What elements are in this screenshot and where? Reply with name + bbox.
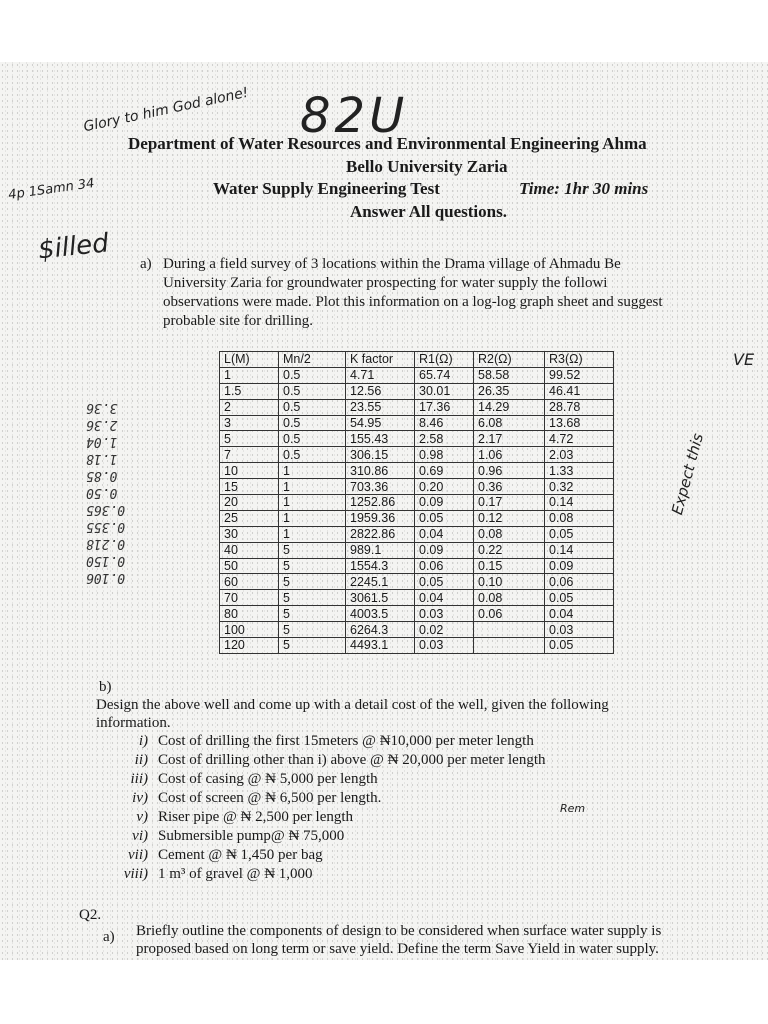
department-line: Department of Water Resources and Environmental Engineering Ahma (128, 134, 647, 153)
cost-item (100, 790, 381, 807)
cost-item-text: Submersible pump@ ₦ 75,000 (158, 828, 345, 844)
cost-item (100, 733, 534, 750)
table-cell: 0.03 (545, 622, 614, 638)
col-header: R3(Ω) (545, 352, 614, 368)
table-cell: 0.08 (474, 526, 545, 542)
table-cell: 65.74 (415, 367, 474, 383)
table-cell: 1 (279, 479, 346, 495)
table-cell: 120 (220, 638, 279, 654)
table-cell: 40 (220, 542, 279, 558)
handwritten-side-note: 4p 1Samn 34 (7, 176, 96, 203)
table-row (220, 415, 614, 431)
table-cell: 1.33 (545, 463, 614, 479)
table-row (220, 383, 614, 399)
q1a-label: a) (140, 256, 152, 272)
table-cell: 0.14 (545, 495, 614, 511)
table-row (220, 367, 614, 383)
q1b-line1: Design the above well and come up with a detail cost of the well, given the following (96, 697, 609, 713)
table-cell: 4.71 (346, 367, 415, 383)
side-number: 0.150 (86, 553, 126, 568)
table-cell: 5 (279, 622, 346, 638)
test-time: Time: 1hr 30 mins (519, 179, 649, 198)
table-cell: 1 (279, 526, 346, 542)
q1b-label: b) (99, 679, 112, 695)
table-cell: 0.20 (415, 479, 474, 495)
table-cell: 0.08 (545, 510, 614, 526)
table-row (220, 399, 614, 415)
table-cell: 2.58 (415, 431, 474, 447)
table-cell: 1 (220, 367, 279, 383)
table-cell: 0.03 (415, 606, 474, 622)
table-cell: 14.29 (474, 399, 545, 415)
table-cell: 0.02 (415, 622, 474, 638)
table-cell: 0.5 (279, 399, 346, 415)
table-cell: 0.05 (415, 510, 474, 526)
table-cell: 0.05 (545, 590, 614, 606)
table-cell: 46.41 (545, 383, 614, 399)
table-cell: 0.09 (415, 542, 474, 558)
cost-item (100, 866, 313, 883)
table-cell: 0.36 (474, 479, 545, 495)
table-cell: 0.09 (545, 558, 614, 574)
table-cell: 25 (220, 510, 279, 526)
table-cell: 5 (279, 606, 346, 622)
table-cell: 5 (279, 558, 346, 574)
side-number: 0.218 (86, 536, 126, 551)
table-cell (474, 622, 545, 638)
resistivity-table (219, 351, 614, 654)
exam-paper (0, 62, 768, 960)
instruction: Answer All questions. (350, 202, 507, 221)
table-cell: 2.17 (474, 431, 545, 447)
table-cell: 0.03 (415, 638, 474, 654)
table-row (220, 431, 614, 447)
table-cell: 155.43 (346, 431, 415, 447)
table-row (220, 558, 614, 574)
side-number: 1.18 (86, 451, 118, 466)
table-cell: 0.06 (545, 574, 614, 590)
table-cell: 0.22 (474, 542, 545, 558)
table-cell: 15 (220, 479, 279, 495)
table-cell: 0.09 (415, 495, 474, 511)
test-title: Water Supply Engineering Test (213, 179, 440, 198)
cost-item (100, 752, 545, 769)
side-number: 3.36 (86, 400, 118, 415)
table-cell: 0.05 (415, 574, 474, 590)
table-cell: 0.32 (545, 479, 614, 495)
cost-item-text: Cost of screen @ ₦ 6,500 per length. (158, 790, 382, 806)
q1a-line1: During a field survey of 3 locations within the Drama village of Ahmadu Be (163, 256, 621, 272)
q1b-line2: information. (96, 715, 171, 731)
table-cell: 6.08 (474, 415, 545, 431)
col-header: L(M) (220, 352, 279, 368)
table-cell: 8.46 (415, 415, 474, 431)
table-row (220, 542, 614, 558)
q2a-label: a) (103, 929, 115, 945)
table-cell: 54.95 (346, 415, 415, 431)
cost-item-number: iii) (130, 771, 148, 787)
table-cell: 0.5 (279, 367, 346, 383)
table-cell: 2822.86 (346, 526, 415, 542)
table-cell: 0.5 (279, 431, 346, 447)
cost-item (100, 809, 353, 826)
table-cell: 5 (220, 431, 279, 447)
handwritten-note-top: Glory to him God alone! (82, 84, 250, 136)
q2-label: Q2. (79, 907, 102, 923)
q2a-line2: proposed based on long term or save yield. Define the term Save Yield in water supply. (136, 941, 659, 957)
table-cell: 0.17 (474, 495, 545, 511)
table-cell: 0.06 (474, 606, 545, 622)
table-row (220, 447, 614, 463)
table-row (220, 479, 614, 495)
table-cell: 0.04 (415, 526, 474, 542)
table-cell: 26.35 (474, 383, 545, 399)
table-cell: 1.5 (220, 383, 279, 399)
cost-item-text: 1 m³ of gravel @ ₦ 1,000 (158, 866, 313, 882)
table-cell: 306.15 (346, 447, 415, 463)
col-header: Mn/2 (279, 352, 346, 368)
table-cell: 0.5 (279, 447, 346, 463)
table-cell: 80 (220, 606, 279, 622)
table-cell: 4.72 (545, 431, 614, 447)
table-cell: 0.08 (474, 590, 545, 606)
table-cell: 5 (279, 542, 346, 558)
table-cell: 1554.3 (346, 558, 415, 574)
table-cell: 0.98 (415, 447, 474, 463)
side-number: 0.355 (86, 519, 126, 534)
table-cell: 3 (220, 415, 279, 431)
cost-item-number: iv) (132, 790, 148, 806)
table-cell: 0.69 (415, 463, 474, 479)
table-cell: 1 (279, 510, 346, 526)
table-cell: 2 (220, 399, 279, 415)
table-cell: 0.04 (415, 590, 474, 606)
table-row (220, 622, 614, 638)
table-cell: 30.01 (415, 383, 474, 399)
side-number: 0.365 (86, 502, 126, 517)
table-cell: 1252.86 (346, 495, 415, 511)
table-cell (474, 638, 545, 654)
handwritten-right-ve: VE (733, 350, 755, 369)
table-cell: 3061.5 (346, 590, 415, 606)
handwritten-score: 82U (300, 88, 409, 144)
table-cell: 28.78 (545, 399, 614, 415)
table-cell: 20 (220, 495, 279, 511)
table-cell: 0.15 (474, 558, 545, 574)
table-row (220, 574, 614, 590)
q1a-line4: probable site for drilling. (163, 313, 313, 329)
table-cell: 30 (220, 526, 279, 542)
cost-item-number: viii) (123, 866, 148, 882)
university-line: Bello University Zaria (346, 157, 508, 176)
table-row (220, 606, 614, 622)
table-cell: 58.58 (474, 367, 545, 383)
table-cell: 2245.1 (346, 574, 415, 590)
side-number: 2.36 (86, 417, 118, 432)
col-header: K factor (346, 352, 415, 368)
table-row (220, 590, 614, 606)
table-cell: 989.1 (346, 542, 415, 558)
table-cell: 50 (220, 558, 279, 574)
table-cell: 5 (279, 590, 346, 606)
q2a-line1: Briefly outline the components of design to be considered when surface water supply is (136, 923, 662, 939)
table-cell: 17.36 (415, 399, 474, 415)
table-cell: 0.96 (474, 463, 545, 479)
handwritten-rem: Rem (560, 802, 586, 815)
table-cell: 60 (220, 574, 279, 590)
table-cell: 0.5 (279, 383, 346, 399)
table-cell: 100 (220, 622, 279, 638)
table-cell: 23.55 (346, 399, 415, 415)
side-number: 0.50 (86, 485, 118, 500)
cost-item-text: Cost of drilling other than i) above @ ₦ 20,000 per meter length (158, 752, 546, 768)
cost-item-number: vii) (128, 847, 148, 863)
col-header: R1(Ω) (415, 352, 474, 368)
table-cell: 0.06 (415, 558, 474, 574)
side-number: 0.85 (86, 468, 118, 483)
table-row (220, 510, 614, 526)
cost-item-number: vi) (132, 828, 148, 844)
cost-item (100, 771, 378, 788)
table-cell: 1 (279, 495, 346, 511)
table-cell: 13.68 (545, 415, 614, 431)
cost-item-number: v) (136, 809, 148, 825)
handwritten-drilled: $illed (36, 228, 111, 266)
table-row (220, 638, 614, 654)
table-cell: 1.06 (474, 447, 545, 463)
cost-item (100, 847, 323, 864)
table-row (220, 495, 614, 511)
table-cell: 5 (279, 638, 346, 654)
cost-item-text: Cost of drilling the first 15meters @ ₦10,000 per meter length (158, 733, 534, 749)
table-cell: 1 (279, 463, 346, 479)
table-cell: 5 (279, 574, 346, 590)
table-row (220, 463, 614, 479)
col-header: R2(Ω) (474, 352, 545, 368)
handwritten-right-note: Expect this (668, 431, 707, 517)
cost-item-number: i) (138, 733, 148, 749)
cost-item-number: ii) (134, 752, 148, 768)
cost-item-text: Cement @ ₦ 1,450 per bag (158, 847, 323, 863)
table-cell: 10 (220, 463, 279, 479)
table-cell: 0.10 (474, 574, 545, 590)
table-header-row (220, 352, 614, 368)
side-number: 0.106 (86, 570, 126, 585)
table-cell: 0.05 (545, 638, 614, 654)
table-cell: 7 (220, 447, 279, 463)
table-cell: 0.05 (545, 526, 614, 542)
table-cell: 0.12 (474, 510, 545, 526)
side-number: 1.04 (86, 434, 118, 449)
table-cell: 2.03 (545, 447, 614, 463)
table-cell: 1959.36 (346, 510, 415, 526)
table-cell: 4003.5 (346, 606, 415, 622)
table-row (220, 526, 614, 542)
table-cell: 70 (220, 590, 279, 606)
table-cell: 310.86 (346, 463, 415, 479)
table-cell: 4493.1 (346, 638, 415, 654)
q1a-line3: observations were made. Plot this information on a log-log graph sheet and suggest (163, 294, 663, 310)
cost-item-text: Riser pipe @ ₦ 2,500 per length (158, 809, 354, 825)
table-cell: 6264.3 (346, 622, 415, 638)
table-cell: 99.52 (545, 367, 614, 383)
cost-item (100, 828, 344, 845)
table-body (220, 367, 614, 653)
cost-item-text: Cost of casing @ ₦ 5,000 per length (158, 771, 378, 787)
q1a-line2: University Zaria for groundwater prospecting for water supply the followi (163, 275, 608, 291)
table-cell: 0.5 (279, 415, 346, 431)
table-cell: 0.14 (545, 542, 614, 558)
table-cell: 12.56 (346, 383, 415, 399)
table-cell: 0.04 (545, 606, 614, 622)
table-cell: 703.36 (346, 479, 415, 495)
